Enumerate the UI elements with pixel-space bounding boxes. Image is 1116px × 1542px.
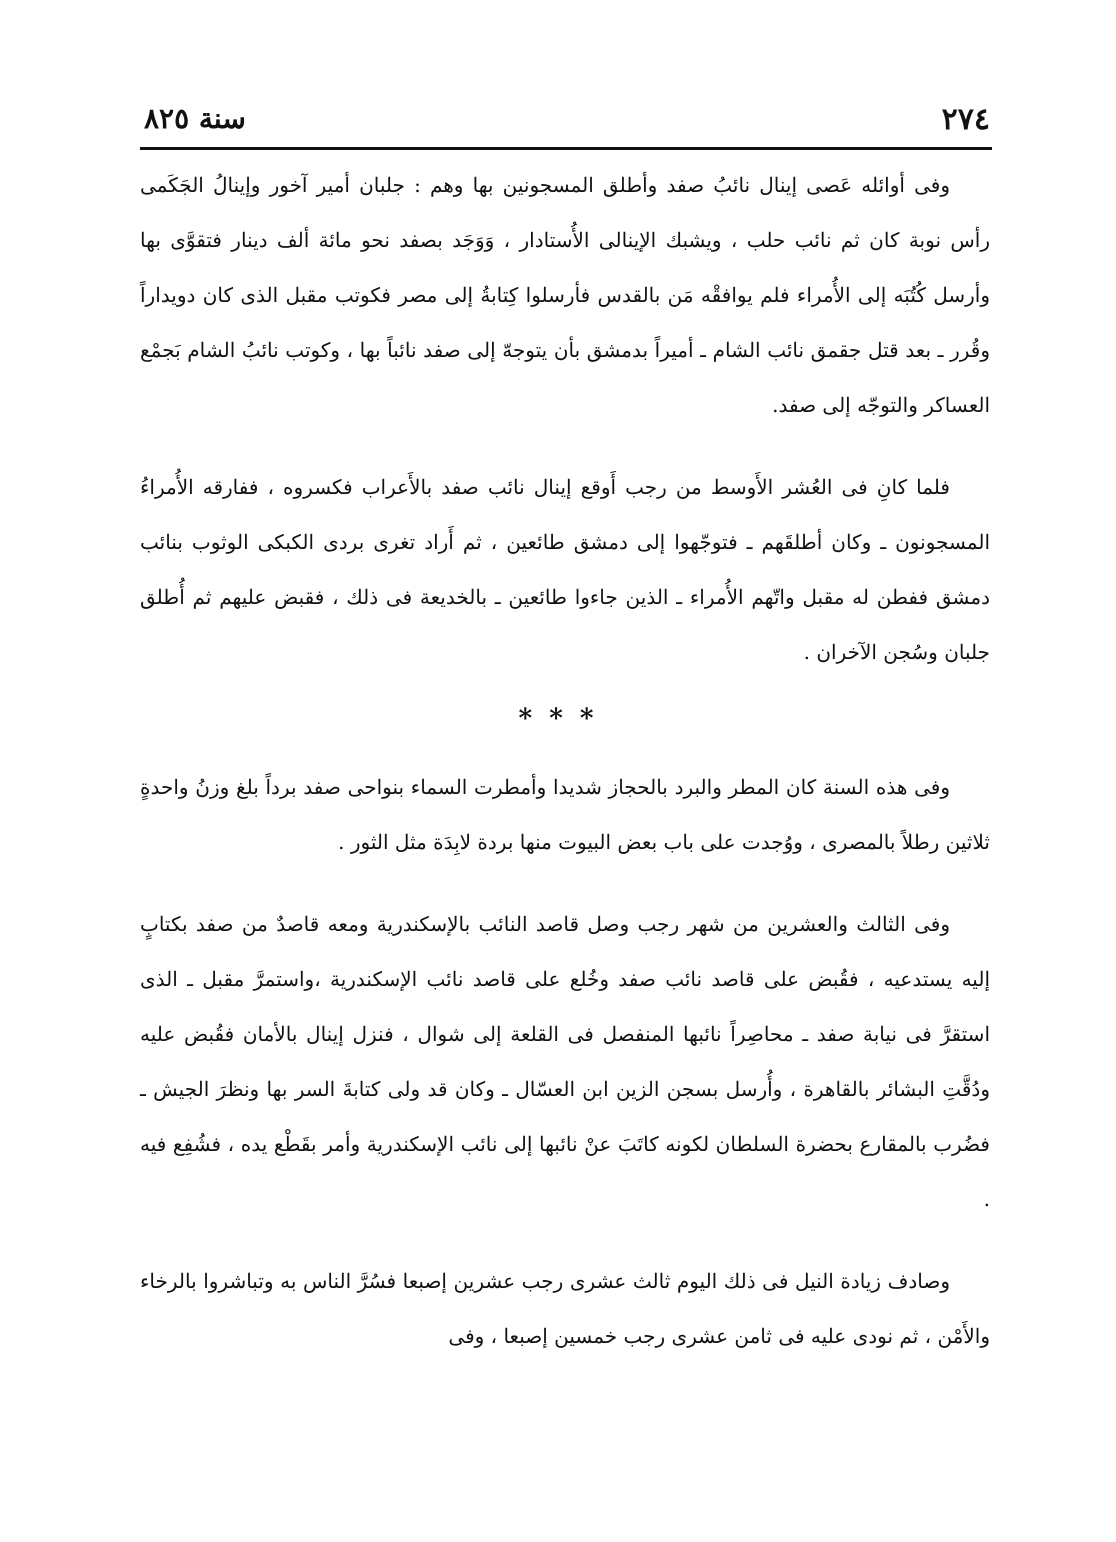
page-number: ٢٧٤ bbox=[941, 102, 990, 137]
body-text bbox=[140, 158, 990, 1364]
header-rule bbox=[140, 147, 992, 150]
section-separator: * * * bbox=[518, 704, 598, 734]
paragraph-5: وصادف زيادة النيل فى ذلك اليوم ثالث عشرى رجب عشرين إصبعا فسُرَّ الناس به وتباشروا بالرخاء والأَمْن ، ثم نودى عليه فى ثامن عشرى رجب خمسين إصبعا ، وفى bbox=[140, 1269, 990, 1348]
year-heading: سنة ٨٢٥ bbox=[144, 102, 246, 135]
paragraph-4: وفى الثالث والعشرين من شهر رجب وصل قاصد النائب بالإسكندرية ومعه قاصدٌ من صفد بكتابٍ إليه يستدعيه ، فقُبض على قاصد نائب صفد وخُلع على قاصد نائب الإسكندرية ،واستمرَّ مقبل ـ الذى استقرَّ فى نيابة صفد ـ محاصِراً نائبها المنفصل فى القلعة إلى شوال ، فنزل إينال بالأمان فقُبض عليه ودُقَّتِ البشائر بالقاهرة ، وأُرسل بسجن الزين ابن العسّال ـ وكان قد ولى كتابةَ السر بها ونظرَ الجيش ـ فضُرب بالمقارع بحضرة السلطان لكونه كاتَبَ عنْ نائبها إلى نائب الإسكندرية وأمر بقَطْع يده ، فشُفِع فيه . bbox=[140, 912, 990, 1211]
paragraph-2: فلما كانِ فى العُشر الأَوسط من رجب أَوقع إينال نائب صفد بالأَعراب فكسروه ، ففارقه الأُمراءُ المسجونون ـ وكان أطلقَهم ـ فتوجّهوا إلى دمشق طائعين ، ثم أَراد تغرى بردى الكبكى الوثوب بنائب دمشق ففطن له مقبل واتّهم الأُمراء ـ الذين جاءوا طائعين ـ بالخديعة فى ذلك ، فقبض عليهم ثم أُطلق جلبان وسُجن الآخران . bbox=[140, 475, 990, 664]
running-head bbox=[140, 88, 990, 148]
paragraph-1: وفى أوائله عَصى إينال نائبُ صفد وأطلق المسجونين بها وهم : جلبان أمير آخور وإينالُ الجَكَمى رأس نوبة كان ثم نائب حلب ، ويشبك الإينالى الأُستادار ، وَوَجَد بصفد نحو مائة ألف دينار فتقوَّى بها وأرسل كُتُبَه إلى الأُمراء فلم يوافقْه مَن بالقدس فأرسلوا كِتابةُ إلى مصر فكوتب مقبل الذى كان دويداراً وقُرر ـ بعد قتل جقمق نائب الشام ـ أميراً بدمشق بأن يتوجهّ إلى صفد نائباً بها ، وكوتب نائبُ الشام بَجمْع العساكر والتوجّه إلى صفد. bbox=[140, 173, 990, 417]
paragraph-3: وفى هذه السنة كان المطر والبرد بالحجاز شديدا وأمطرت السماء بنواحى صفد برداً بلغ وزنُ واحدةٍ ثلاثين رطلاً بالمصرى ، ووُجدت على باب بعض البيوت منها بردة لابِدَة مثل الثور . bbox=[140, 775, 990, 854]
